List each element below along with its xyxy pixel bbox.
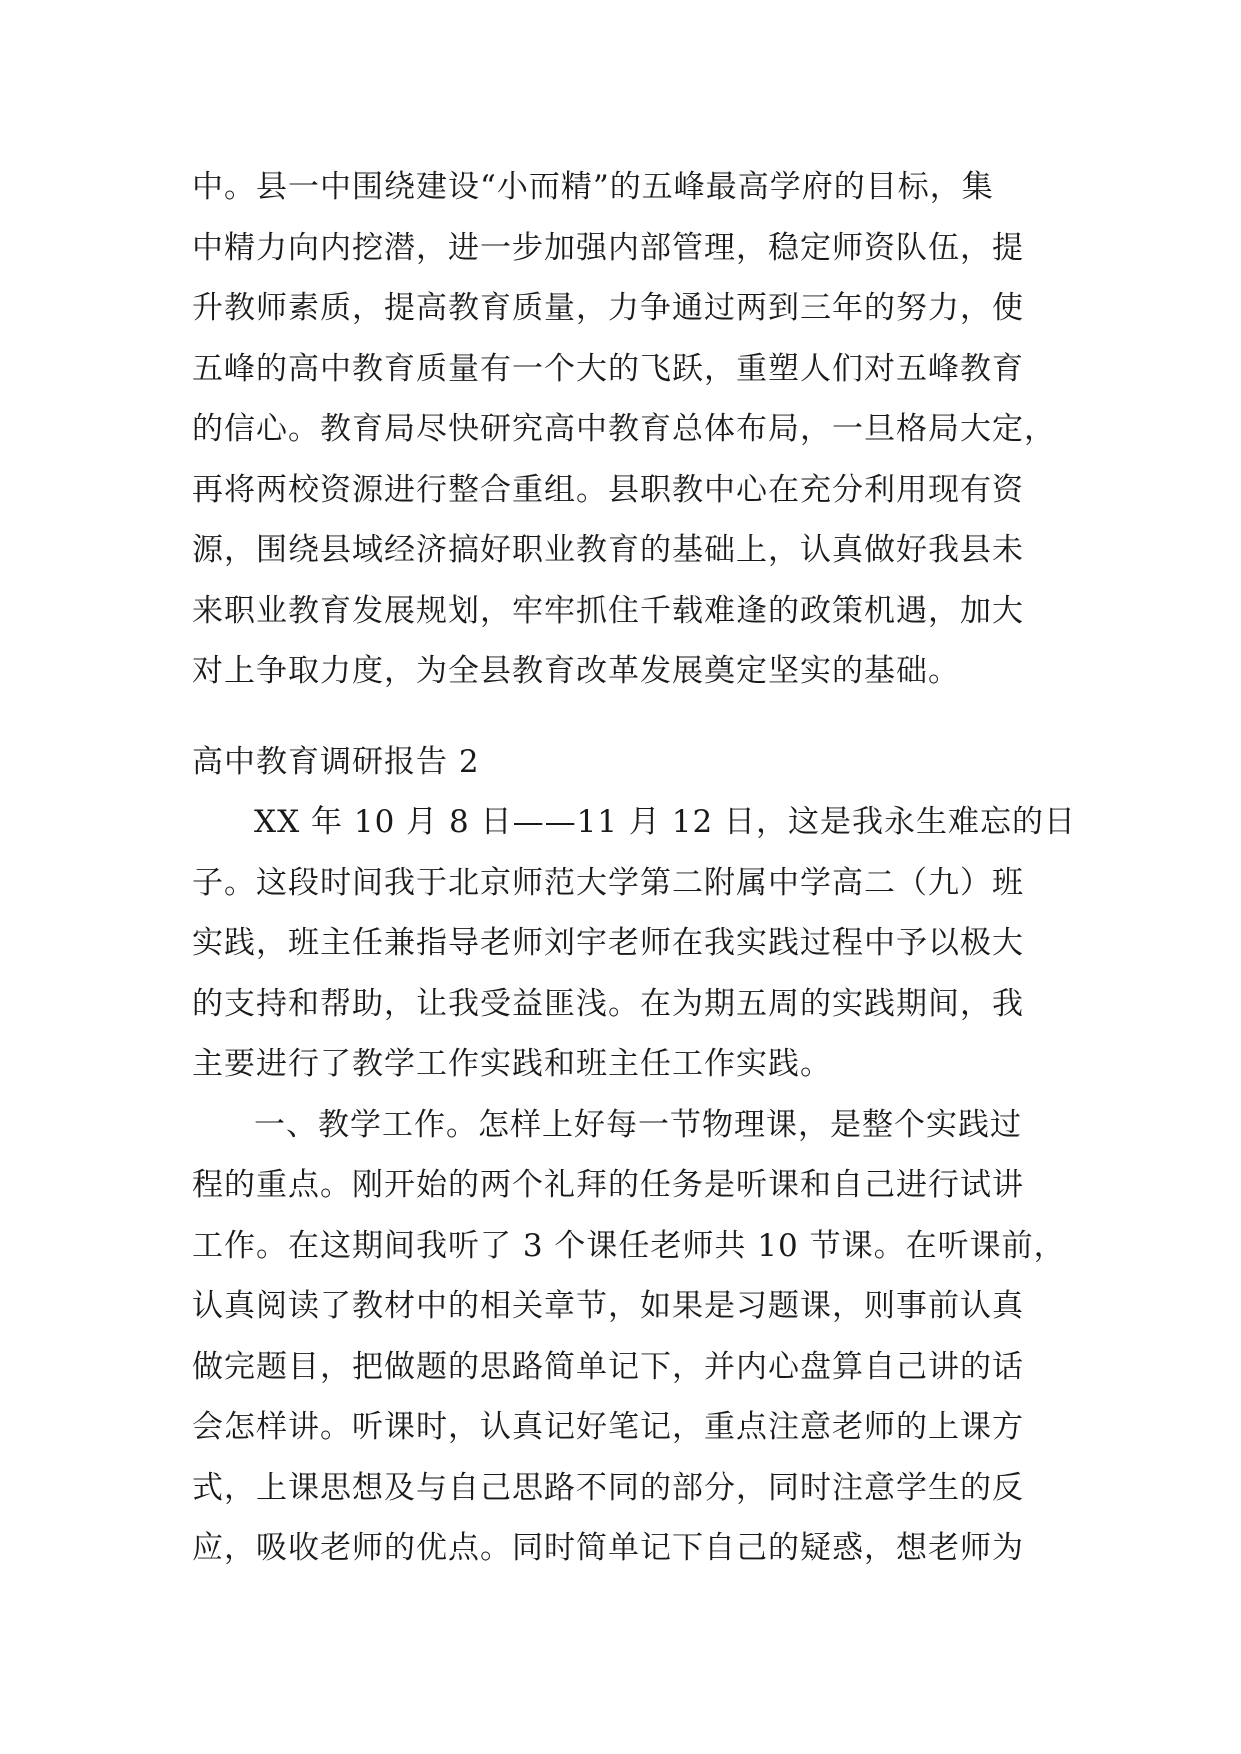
text-line: 五峰的高中教育质量有一个大的飞跃，重塑人们对五峰教育 <box>192 350 1024 387</box>
text-line: 认真阅读了教材中的相关章节，如果是习题课，则事前认真 <box>192 1288 1024 1324</box>
section-heading: 高中教育调研报告 2 <box>192 744 480 780</box>
text-line: 的信心。教育局尽快研究高中教育总体布局，一旦格局大定， <box>192 411 1056 447</box>
paragraph-continuation <box>192 157 1072 702</box>
text-line: 一、教学工作。怎样上好每一节物理课，是整个实践过 <box>254 1106 1022 1143</box>
text-line: 对上争取力度，为全县教育改革发展奠定坚实的基础。 <box>192 653 960 689</box>
text-line: 升教师素质，提高教育质量，力争通过两到三年的努力，使 <box>192 290 1024 326</box>
text-line: 来职业教育发展规划，牢牢抓住千载难逢的政策机遇，加大 <box>192 592 1024 629</box>
text-line: 中精力向内挖潜，进一步加强内部管理，稳定师资队伍，提 <box>192 229 1024 266</box>
report-body <box>192 792 1077 1579</box>
text-line: XX 年 10 月 8 日——11 月 12 日，这是我永生难忘的日 <box>254 804 1077 840</box>
text-line: 应，吸收老师的优点。同时简单记下自己的疑惑，想老师为 <box>192 1530 1024 1566</box>
text-line: 式，上课思想及与自己思路不同的部分，同时注意学生的反 <box>192 1469 1024 1506</box>
text-line: 做完题目，把做题的思路简单记下，并内心盘算自己讲的话 <box>192 1348 1024 1385</box>
text-line: 子。这段时间我于北京师范大学第二附属中学高二（九）班 <box>192 864 1024 901</box>
text-line: 的支持和帮助，让我受益匪浅。在为期五周的实践期间，我 <box>192 985 1024 1022</box>
text-line: 工作。在这期间我听了 3 个课任老师共 10 节课。在听课前， <box>192 1227 1066 1264</box>
text-line: 源，围绕县域经济搞好职业教育的基础上，认真做好我县未 <box>192 532 1024 568</box>
text-line: 会怎样讲。听课时，认真记好笔记，重点注意老师的上课方 <box>192 1409 1024 1445</box>
text-line: 主要进行了教学工作实践和班主任工作实践。 <box>192 1046 832 1082</box>
text-line: 中。县一中围绕建设“小而精”的五峰最高学府的目标，集 <box>192 169 994 205</box>
text-line: 实践，班主任兼指导老师刘宇老师在我实践过程中予以极大 <box>192 925 1024 961</box>
text-line: 程的重点。刚开始的两个礼拜的任务是听课和自己进行试讲 <box>192 1167 1024 1203</box>
text-line: 再将两校资源进行整合重组。县职教中心在充分利用现有资 <box>192 471 1024 508</box>
